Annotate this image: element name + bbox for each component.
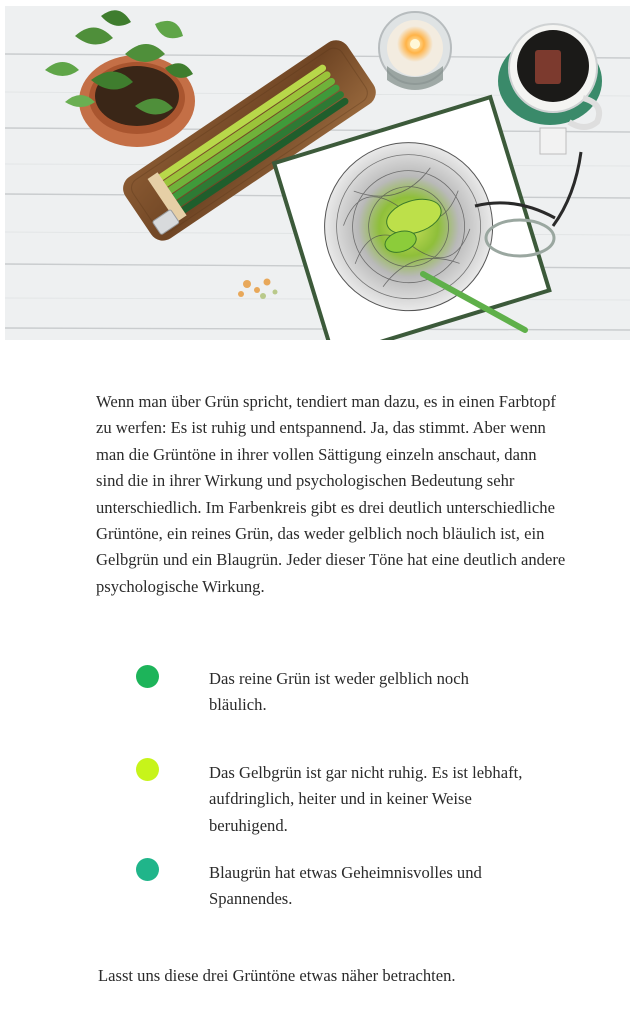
yellow-green-dot-icon <box>136 758 159 781</box>
closing-paragraph: Lasst uns diese drei Grüntöne etwas näher betrachten. <box>98 966 456 985</box>
intro-paragraph: Wenn man über Grün spricht, tendiert man dazu, es in einen Farbtopf zu werfen: Es ist ruhig und entspannend. Ja, das stimmt. Aber wenn man die Grüntöne in ihrer vollen Sättigung einzeln anschaut, dann sind die in ihrer Wirkung und psychologischen Bedeutung sehr unterschiedlich. Im Farbenkreis gibt es drei deutlich unterschiedliche Grüntöne, ein reines Grün, das weder gelblich noch bläulich ist, ein Gelbgrün und ein Blaugrün. Jeder dieser Töne hat eine deutlich andere psychologische Wirkung. <box>96 392 566 596</box>
hero-photo <box>5 6 630 340</box>
list-item-text: Das Gelbgrün ist gar nicht ruhig. Es ist lebhaft, aufdringlich, heiter und in keiner Weise beruhigend. <box>209 763 523 835</box>
green-dot-icon <box>136 665 159 688</box>
list-item-text: Blaugrün hat etwas Geheimnisvolles und Spannendes. <box>209 863 482 909</box>
blue-green-dot-icon <box>136 858 159 881</box>
coloring-still-life-illustration <box>5 6 630 340</box>
list-item-text: Das reine Grün ist weder gelblich noch bläulich. <box>209 669 469 715</box>
